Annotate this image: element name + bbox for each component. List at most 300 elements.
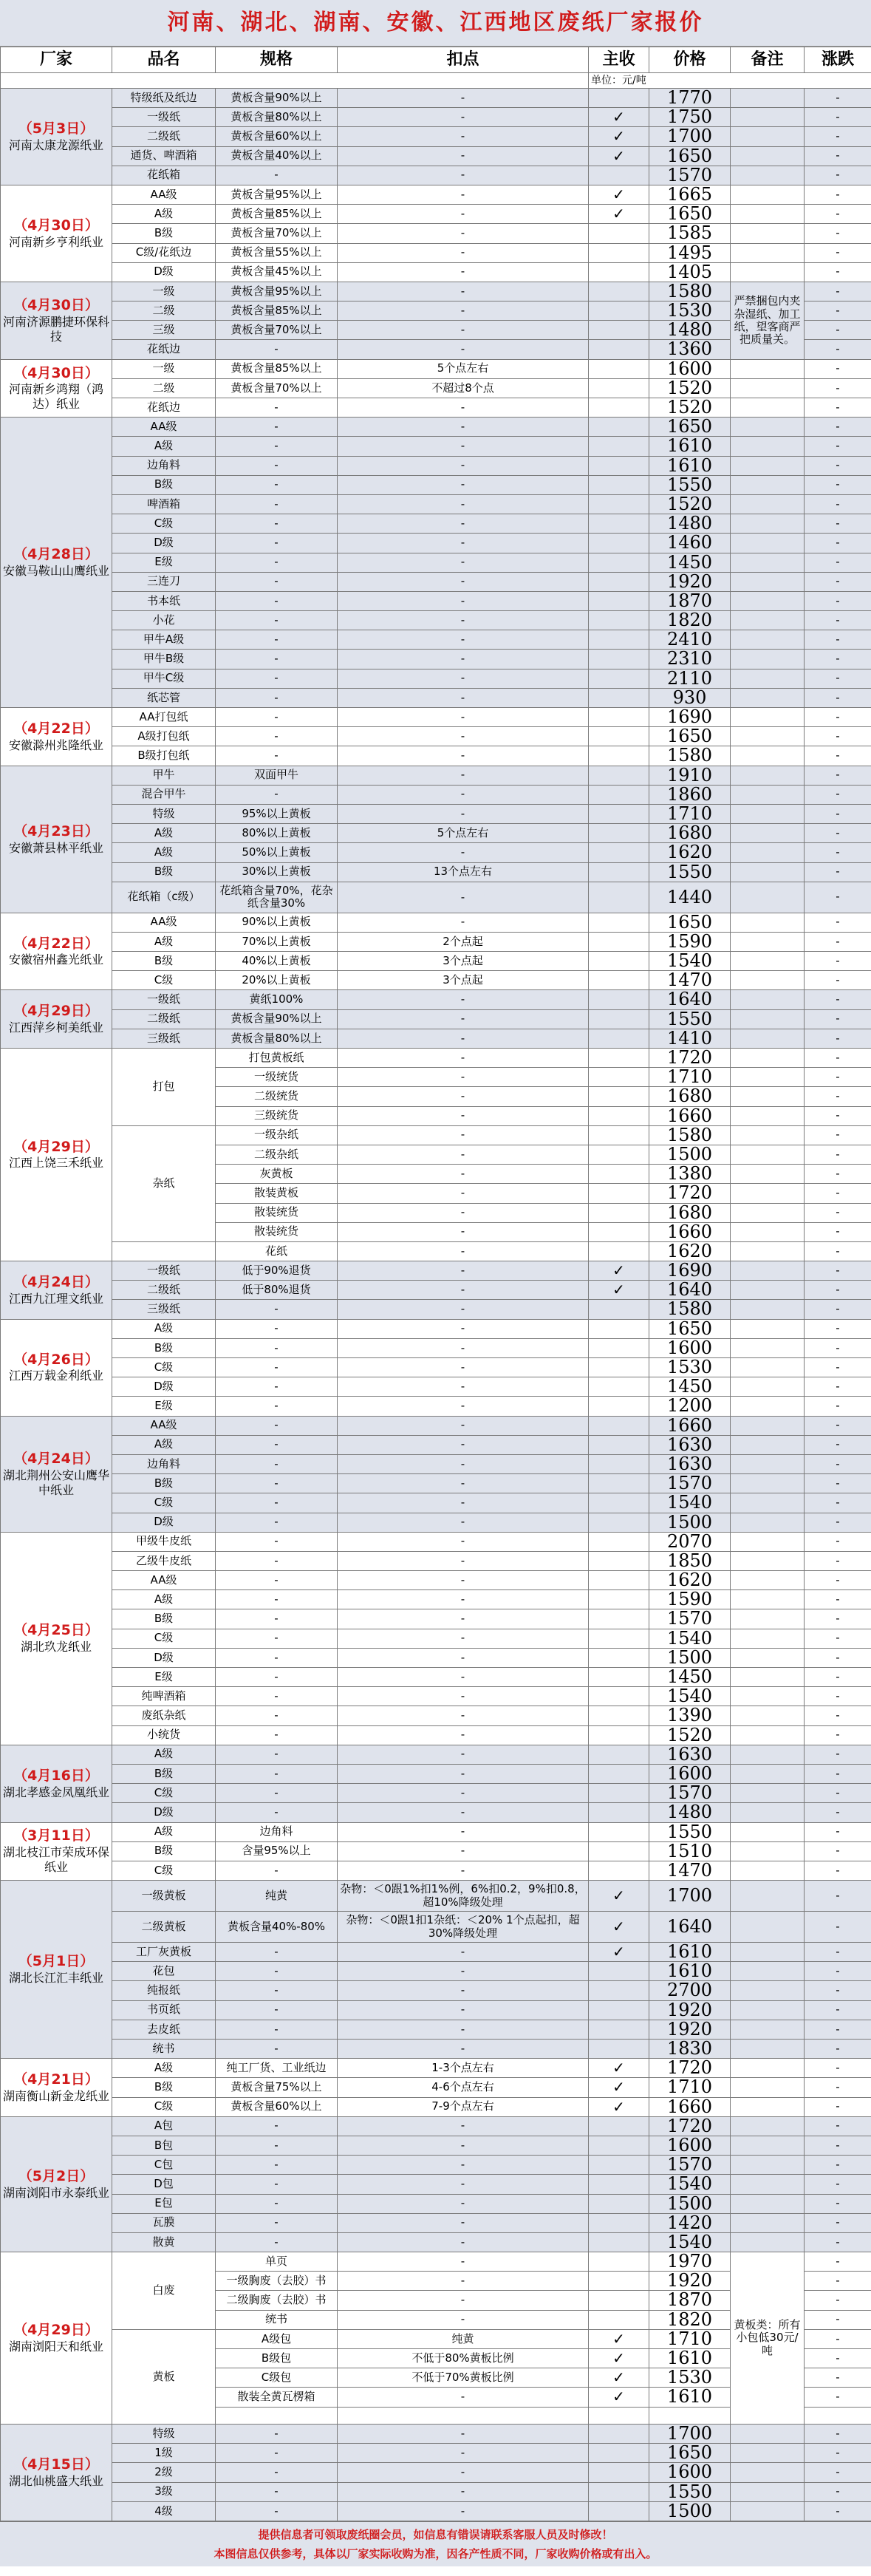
change-cell: - <box>805 1784 871 1803</box>
price-cell: 1920 <box>649 572 731 591</box>
price-cell: 1720 <box>649 1049 731 1068</box>
note-cell <box>731 1493 805 1513</box>
spec-cell: 70%以上黄板 <box>216 932 338 951</box>
change-cell: - <box>805 1087 871 1106</box>
main-purchase-cell <box>589 359 649 378</box>
spec-cell: 30%以上黄板 <box>216 862 338 882</box>
note-cell <box>731 418 805 437</box>
factory-name: 安徽滁州兆隆纸业 <box>8 737 103 752</box>
price-cell: 1450 <box>649 553 731 572</box>
deduction-cell: 不低于80%黄板比例 <box>338 2349 589 2368</box>
product-cell: 3级 <box>112 2482 216 2501</box>
product-cell: 二级黄板 <box>112 1912 216 1943</box>
spec-cell: 散装统货 <box>216 1222 338 1241</box>
deduction-cell: - <box>338 1165 589 1184</box>
table-row <box>1 1943 871 1962</box>
deduction-cell: - <box>338 1841 589 1861</box>
change-cell: - <box>805 2329 871 2348</box>
deduction-cell: - <box>338 1068 589 1087</box>
deduction-cell: - <box>338 2425 589 2444</box>
change-cell: - <box>805 2368 871 2388</box>
deduction-cell: - <box>338 1745 589 1764</box>
deduction-cell: - <box>338 494 589 514</box>
main-purchase-cell <box>589 514 649 534</box>
product-cell: B级 <box>112 1841 216 1861</box>
note-cell <box>731 1222 805 1241</box>
price-cell: 2700 <box>649 1981 731 2000</box>
factory-cell <box>1 2425 112 2521</box>
factory-name: 江西萍乡柯美纸业 <box>8 1020 103 1035</box>
deduction-cell: - <box>338 1319 589 1338</box>
deduction-cell: 7-9个点左右 <box>338 2097 589 2116</box>
note-cell <box>731 1668 805 1687</box>
deduction-cell: - <box>338 688 589 707</box>
change-cell: - <box>805 89 871 108</box>
table-row <box>1 89 871 108</box>
table-row <box>1 708 871 727</box>
product-cell: B级 <box>112 475 216 494</box>
deduction-cell: - <box>338 2388 589 2407</box>
product-cell: A级 <box>112 1319 216 1338</box>
change-cell: - <box>805 340 871 359</box>
deduction-cell: - <box>338 1029 589 1048</box>
product-cell: 纯报纸 <box>112 1981 216 2000</box>
change-cell: - <box>805 1009 871 1029</box>
main-purchase-cell <box>589 1706 649 1725</box>
price-cell: 1710 <box>649 804 731 823</box>
factory-name: 安徽萧县林平纸业 <box>8 840 103 855</box>
price-cell: 1620 <box>649 1241 731 1261</box>
main-purchase-cell <box>589 2194 649 2213</box>
table-row <box>1 1861 871 1880</box>
header-cell-main: 主收 <box>589 47 649 73</box>
note-cell <box>731 804 805 823</box>
spec-cell: 纯工厂货、工业纸边 <box>216 2059 338 2078</box>
product-cell: C级 <box>112 1861 216 1880</box>
table-row <box>1 475 871 494</box>
note-cell <box>731 89 805 108</box>
spec-cell: 三级统货 <box>216 1106 338 1125</box>
factory-date: （4月15日） <box>13 2456 99 2473</box>
change-cell: - <box>805 591 871 610</box>
deduction-cell: - <box>338 746 589 766</box>
product-cell <box>112 1241 216 1261</box>
spec-cell: 黄板含量40%-80% <box>216 1912 338 1943</box>
product-cell: 特级 <box>112 2425 216 2444</box>
main-purchase-cell <box>589 971 649 990</box>
table-row <box>1 1841 871 1861</box>
change-cell: - <box>805 1377 871 1397</box>
spec-cell: 边角料 <box>216 1822 338 1841</box>
price-cell: 1700 <box>649 127 731 146</box>
factory-date: （5月1日） <box>18 1953 95 1970</box>
spec-cell: 95%以上黄板 <box>216 804 338 823</box>
main-purchase-cell <box>589 952 649 971</box>
spec-cell: - <box>216 2175 338 2194</box>
product-cell: 通货、啤酒箱 <box>112 146 216 166</box>
deduction-cell: - <box>338 1338 589 1357</box>
factory-date: （5月2日） <box>18 2168 95 2185</box>
footer-line-2: 本图信息仅供参考，具体以厂家实际收购为准，因各产性质不同，厂家收购价格或有出入。 <box>214 2547 657 2560</box>
product-cell: B级 <box>112 2078 216 2097</box>
product-cell: 瓦膜 <box>112 2213 216 2232</box>
spec-cell: 80%以上黄板 <box>216 824 338 843</box>
main-purchase-cell <box>589 824 649 843</box>
product-cell: C级 <box>112 971 216 990</box>
change-cell: - <box>805 2388 871 2407</box>
factory-cell <box>1 2252 112 2425</box>
change-cell: - <box>805 1397 871 1416</box>
product-cell: 二级纸 <box>112 1281 216 1300</box>
spec-cell: 低于90%退货 <box>216 1261 338 1281</box>
table-row <box>1 1241 871 1261</box>
main-purchase-cell <box>589 1087 649 1106</box>
note-cell <box>731 952 805 971</box>
main-purchase-cell: ✓ <box>589 1943 649 1962</box>
price-cell: 1450 <box>649 1377 731 1397</box>
main-purchase-cell <box>589 727 649 746</box>
change-cell: - <box>805 378 871 398</box>
deduction-cell: - <box>338 913 589 932</box>
price-cell: 1690 <box>649 1261 731 1281</box>
note-cell <box>731 2097 805 2116</box>
spec-cell: - <box>216 437 338 456</box>
price-cell: 1570 <box>649 1784 731 1803</box>
note-cell <box>731 843 805 862</box>
spec-cell: - <box>216 727 338 746</box>
price-cell: 1650 <box>649 913 731 932</box>
change-cell: - <box>805 2116 871 2136</box>
product-cell: A级 <box>112 1435 216 1454</box>
main-purchase-cell <box>589 1962 649 1981</box>
main-purchase-cell <box>589 89 649 108</box>
spec-cell: 黄板含量75%以上 <box>216 2078 338 2097</box>
spec-cell: - <box>216 2040 338 2059</box>
deduction-cell: - <box>338 205 589 224</box>
note-cell <box>731 2078 805 2097</box>
deduction-cell: - <box>338 611 589 630</box>
change-cell: - <box>805 1551 871 1570</box>
spec-cell: 散装黄板 <box>216 1184 338 1203</box>
product-cell: 纸芯管 <box>112 688 216 707</box>
product-cell: AA打包纸 <box>112 708 216 727</box>
product-cell: B级 <box>112 224 216 243</box>
table-row <box>1 1493 871 1513</box>
product-cell: D级 <box>112 262 216 282</box>
table-row <box>1 1338 871 1357</box>
factory-cell <box>1 2059 112 2117</box>
change-cell: - <box>805 2194 871 2213</box>
product-cell: A级 <box>112 2059 216 2078</box>
deduction-cell: - <box>338 1203 589 1222</box>
main-purchase-cell: ✓ <box>589 127 649 146</box>
price-cell: 1610 <box>649 2388 731 2407</box>
price-cell: 1700 <box>649 1881 731 1912</box>
table-row <box>1 990 871 1009</box>
main-purchase-cell: ✓ <box>589 1881 649 1912</box>
main-purchase-cell <box>589 1029 649 1048</box>
change-cell: - <box>805 1068 871 1087</box>
product-cell: 花纸箱（c级） <box>112 882 216 913</box>
note-cell <box>731 611 805 630</box>
main-purchase-cell <box>589 1145 649 1164</box>
factory-cell <box>1 1822 112 1881</box>
product-cell: 一级黄板 <box>112 1881 216 1912</box>
deduction-cell: - <box>338 398 589 418</box>
deduction-cell: - <box>338 1648 589 1667</box>
change-cell: - <box>805 1745 871 1764</box>
deduction-cell: - <box>338 1241 589 1261</box>
main-purchase-cell <box>589 669 649 688</box>
change-cell: - <box>805 166 871 185</box>
table-row <box>1 746 871 766</box>
deduction-cell: - <box>338 1629 589 1648</box>
note-cell <box>731 108 805 127</box>
price-cell: 1540 <box>649 1629 731 1648</box>
table-row <box>1 1629 871 1648</box>
table-row <box>1 1912 871 1943</box>
table-row <box>1 2425 871 2444</box>
spec-cell: 含量95%以上 <box>216 1841 338 1861</box>
main-purchase-cell: ✓ <box>589 205 649 224</box>
note-cell <box>731 1377 805 1397</box>
deduction-cell: - <box>338 1609 589 1629</box>
main-purchase-cell <box>589 1300 649 1319</box>
product-cell: A级 <box>112 824 216 843</box>
main-purchase-cell <box>589 2407 649 2425</box>
product-cell: B级 <box>112 1474 216 1493</box>
price-cell: 1550 <box>649 475 731 494</box>
main-purchase-cell <box>589 1454 649 1473</box>
note-cell <box>731 1629 805 1648</box>
note-cell <box>731 224 805 243</box>
product-cell: 散黄 <box>112 2232 216 2252</box>
price-cell: 1550 <box>649 2482 731 2501</box>
change-cell: - <box>805 2175 871 2194</box>
product-cell: 废纸杂纸 <box>112 1706 216 1725</box>
deduction-cell: - <box>338 2040 589 2059</box>
product-cell: 甲牛C级 <box>112 669 216 688</box>
change-cell: - <box>805 514 871 534</box>
change-cell: - <box>805 2482 871 2501</box>
change-cell: - <box>805 456 871 475</box>
note-cell <box>731 2463 805 2482</box>
note-cell <box>731 1609 805 1629</box>
deduction-cell: - <box>338 2175 589 2194</box>
product-cell: 书本纸 <box>112 591 216 610</box>
factory-cell <box>1 89 112 185</box>
main-purchase-cell: ✓ <box>589 185 649 204</box>
product-cell: D级 <box>112 1513 216 1532</box>
product-cell: B级 <box>112 862 216 882</box>
price-cell: 1870 <box>649 2291 731 2310</box>
table-row <box>1 456 871 475</box>
change-cell: - <box>805 843 871 862</box>
note-cell <box>731 572 805 591</box>
main-purchase-cell <box>589 1338 649 1357</box>
price-cell: 1610 <box>649 456 731 475</box>
product-cell: C级/花纸边 <box>112 243 216 262</box>
header-cell-product: 品名 <box>112 47 216 73</box>
main-purchase-cell <box>589 862 649 882</box>
note-cell <box>731 1687 805 1706</box>
main-purchase-cell <box>589 1435 649 1454</box>
change-cell: - <box>805 572 871 591</box>
change-cell: - <box>805 727 871 746</box>
factory-cell <box>1 1532 112 1745</box>
note-cell: 严禁捆包内夹杂湿纸、加工纸，望客商严把质量关。 <box>731 282 805 359</box>
spec-cell: - <box>216 1416 338 1435</box>
spec-cell: - <box>216 2444 338 2463</box>
change-cell: - <box>805 1648 871 1667</box>
change-cell: - <box>805 785 871 804</box>
price-cell: 1500 <box>649 1513 731 1532</box>
deduction-cell: - <box>338 127 589 146</box>
change-cell: - <box>805 971 871 990</box>
main-purchase-cell <box>589 1841 649 1861</box>
spec-cell: - <box>216 1725 338 1745</box>
deduction-cell: 不低于70%黄板比例 <box>338 2368 589 2388</box>
change-cell: - <box>805 2501 871 2521</box>
product-cell: D级 <box>112 534 216 553</box>
spec-cell: - <box>216 1590 338 1609</box>
main-purchase-cell <box>589 882 649 913</box>
deduction-cell: - <box>338 2194 589 2213</box>
deduction-cell: - <box>338 785 589 804</box>
table-row <box>1 1822 871 1841</box>
table-row <box>1 205 871 224</box>
deduction-cell: - <box>338 1764 589 1783</box>
change-cell: - <box>805 1493 871 1513</box>
price-cell: 1540 <box>649 1687 731 1706</box>
price-cell: 1650 <box>649 146 731 166</box>
price-cell: 1480 <box>649 321 731 340</box>
product-cell: 边角料 <box>112 456 216 475</box>
change-cell: - <box>805 2156 871 2175</box>
table-row <box>1 2444 871 2463</box>
main-purchase-cell <box>589 1397 649 1416</box>
table-row <box>1 1590 871 1609</box>
change-cell: - <box>805 2213 871 2232</box>
deduction-cell: - <box>338 1435 589 1454</box>
spec-cell <box>216 2407 338 2425</box>
table-row <box>1 952 871 971</box>
table-row <box>1 785 871 804</box>
main-purchase-cell <box>589 2040 649 2059</box>
main-purchase-cell <box>589 932 649 951</box>
table-row <box>1 882 871 913</box>
price-cell: 1520 <box>649 398 731 418</box>
table-row <box>1 1981 871 2000</box>
spec-cell: - <box>216 1706 338 1725</box>
note-cell <box>731 2425 805 2444</box>
factory-date: （4月23日） <box>13 822 99 839</box>
price-cell: 1600 <box>649 2463 731 2482</box>
note-cell <box>731 185 805 204</box>
main-purchase-cell: ✓ <box>589 1281 649 1300</box>
change-cell: - <box>805 1981 871 2000</box>
factory-cell <box>1 2116 112 2252</box>
product-cell: A级 <box>112 437 216 456</box>
price-cell: 1495 <box>649 243 731 262</box>
note-cell <box>731 932 805 951</box>
factory-date: （4月29日） <box>13 1003 99 1020</box>
spec-cell: - <box>216 1861 338 1880</box>
deduction-cell: - <box>338 2232 589 2252</box>
price-cell: 1660 <box>649 2097 731 2116</box>
main-purchase-cell <box>589 1981 649 2000</box>
spec-cell: - <box>216 1609 338 1629</box>
change-cell: - <box>805 146 871 166</box>
change-cell: - <box>805 1764 871 1783</box>
main-purchase-cell <box>589 785 649 804</box>
deduction-cell: - <box>338 2156 589 2175</box>
deduction-cell: - <box>338 2252 589 2272</box>
spec-cell: - <box>216 708 338 727</box>
change-cell: - <box>805 224 871 243</box>
spec-cell: 黄板含量95%以上 <box>216 282 338 301</box>
deduction-cell: - <box>338 282 589 301</box>
product-cell: AA级 <box>112 1571 216 1590</box>
change-cell: - <box>805 1822 871 1841</box>
spec-cell: 纯黄 <box>216 1881 338 1912</box>
note-cell <box>731 2213 805 2232</box>
product-cell: 统书 <box>112 2040 216 2059</box>
deduction-cell: - <box>338 1222 589 1241</box>
main-purchase-cell <box>589 1609 649 1629</box>
product-cell: 二级 <box>112 301 216 321</box>
price-cell: 1665 <box>649 185 731 204</box>
note-cell <box>731 2194 805 2213</box>
change-cell: - <box>805 418 871 437</box>
table-row <box>1 224 871 243</box>
price-cell: 1650 <box>649 2444 731 2463</box>
price-cell: 1640 <box>649 990 731 1009</box>
change-cell <box>805 2407 871 2425</box>
spec-cell: - <box>216 1319 338 1338</box>
spec-cell: - <box>216 534 338 553</box>
factory-date: （4月21日） <box>13 2071 99 2088</box>
product-cell: 三级纸 <box>112 1300 216 1319</box>
deduction-cell: - <box>338 2444 589 2463</box>
spec-cell: - <box>216 688 338 707</box>
spec-cell: - <box>216 1981 338 2000</box>
change-cell: - <box>805 1474 871 1493</box>
spec-cell: 黄板含量60%以上 <box>216 127 338 146</box>
change-cell: - <box>805 932 871 951</box>
spec-cell: 黄板含量85%以上 <box>216 301 338 321</box>
table-row <box>1 359 871 378</box>
product-cell: 花包 <box>112 1962 216 1981</box>
price-cell: 1520 <box>649 494 731 514</box>
price-cell: 1620 <box>649 1571 731 1590</box>
factory-cell <box>1 282 112 359</box>
product-cell: 特级 <box>112 804 216 823</box>
deduction-cell: - <box>338 650 589 669</box>
spec-cell: 二级胸废（去胶）书 <box>216 2291 338 2310</box>
main-purchase-cell <box>589 534 649 553</box>
price-cell: 1710 <box>649 2329 731 2348</box>
header-cell-factory: 厂家 <box>1 47 112 73</box>
product-cell: AA级 <box>112 418 216 437</box>
price-cell: 1920 <box>649 2020 731 2039</box>
spec-cell: - <box>216 456 338 475</box>
product-cell: 一级纸 <box>112 1261 216 1281</box>
product-cell: E级 <box>112 1397 216 1416</box>
price-cell: 1570 <box>649 1474 731 1493</box>
product-cell: 一级 <box>112 282 216 301</box>
table-row <box>1 843 871 862</box>
